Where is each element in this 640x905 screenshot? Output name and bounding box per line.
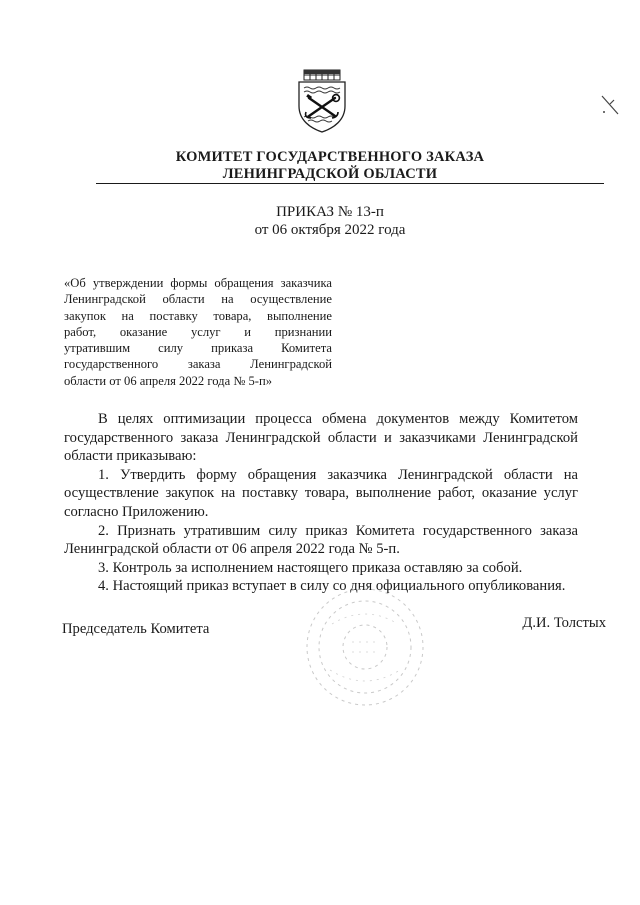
order-item-2 [64,522,578,559]
subject-line: утратившим силу приказа Комитета [64,341,332,356]
order-date: от 06 октября 2022 года [254,222,406,238]
body-line: 4. Настоящий приказ вступает в силу со дня официального опубликования. [98,578,566,595]
subject-line: работ, оказание услуг и признании [64,324,332,339]
order-body [64,410,578,596]
organization-name-line1: КОМИТЕТ ГОСУДАРСТВЕННОГО ЗАКАЗА [175,149,485,165]
subject-line: «Об утверждении формы обращения заказчика [64,276,332,290]
body-line: 2. Признать утратившим силу приказ Комитета государственного заказа [98,522,578,539]
body-line: согласно Приложению. [64,503,209,520]
organization-name-line2: ЛЕНИНГРАДСКОЙ ОБЛАСТИ [222,166,438,182]
body-line: 3. Контроль за исполнением настоящего приказа оставляю за собой. [98,559,523,576]
signatory-position: Председатель Комитета [62,621,210,637]
scan-mark-icon [598,92,622,118]
body-line: государственного заказа Ленинградской области и заказчиками Ленинградской [64,429,578,446]
subject-line: Ленинградской области на осуществление [64,292,332,307]
order-item-3 [64,559,578,578]
body-line: Ленинградской области от 06 апреля 2022 года № 5-п. [64,541,400,558]
header-divider [96,183,604,184]
subject-line: области от 06 апреля 2022 года № 5-п» [64,373,273,388]
subject-line: государственного заказа Ленинградской [64,357,332,372]
body-line: 1. Утвердить форму обращения заказчика Ленинградской области на [98,466,578,483]
body-line: области приказываю: [64,448,197,465]
seal-stamp-icon [302,584,428,710]
subject-line: закупок на поставку товара, выполнение [64,308,332,323]
preamble-paragraph [64,410,578,466]
signatory-name: Д.И. Толстых [522,615,606,631]
order-number: ПРИКАЗ № 13-п [276,204,384,220]
order-item-1 [64,466,578,522]
body-line: осуществление закупок на поставку товара, выполнение работ, оказание услуг [64,485,578,502]
order-subject [64,275,332,389]
body-line: В целях оптимизации процесса обмена документов между Комитетом [98,411,578,427]
coat-of-arms-icon [296,68,348,134]
